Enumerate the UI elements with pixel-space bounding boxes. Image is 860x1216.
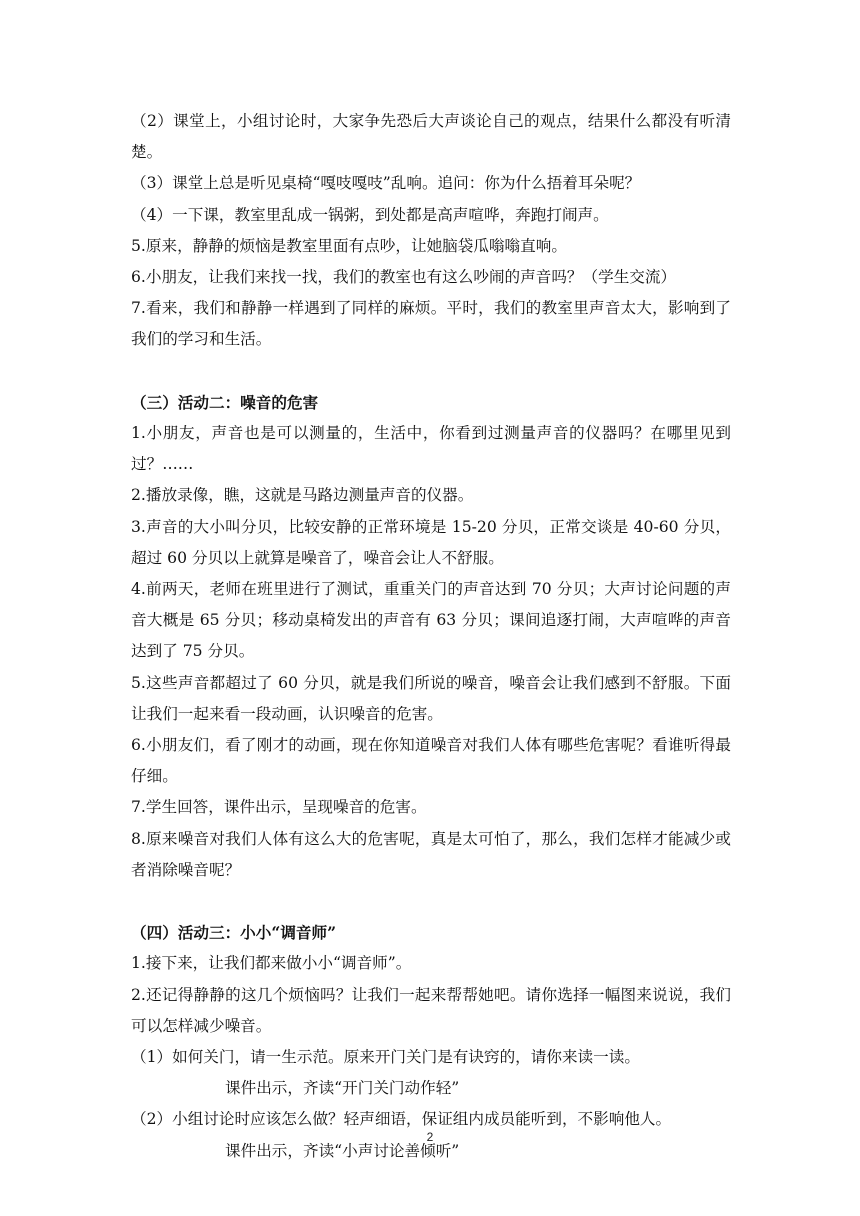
- paragraph: （4）一下课，教室里乱成一锅粥，到处都是高声喧哗，奔跑打闹声。: [131, 205, 609, 224]
- list-item: （1）如何关门，请一生示范。原来开门关门是有诀窍的，请你来读一读。: [131, 1048, 640, 1067]
- list-item-note: 课件出示，齐读“小声讨论善倾听”: [225, 1141, 460, 1160]
- list-item: （2）小组讨论时应该怎么做？轻声细语，保证组内成员能听到，不影响他人。: [131, 1110, 672, 1129]
- list-item: 8.原来噪音对我们人体有这么大的危害呢，真是太可怕了，那么，我们怎样才能减少或者消除噪音呢？: [131, 829, 731, 879]
- list-item: 1.接下来，让我们都来做小小“调音师”。: [131, 954, 412, 973]
- paragraph: （2）课堂上，小组讨论时，大家争先恐后大声谈论自己的观点，结果什么都没有听清楚。: [131, 112, 731, 162]
- list-item: 3.声音的大小叫分贝，比较安静的正常环境是 15-20 分贝，正常交谈是 40-60 分贝，超过 60 分贝以上就算是噪音了，噪音会让人不舒服。: [131, 517, 731, 567]
- list-item: 5.这些声音都超过了 60 分贝，就是我们所说的噪音，噪音会让我们感到不舒服。下面让我们一起来看一段动画，认识噪音的危害。: [131, 673, 731, 723]
- list-item: 2.还记得静静的这几个烦恼吗？让我们一起来帮帮她吧。请你选择一幅图来说说，我们可以怎样减少噪音。: [131, 985, 731, 1035]
- list-item: 2.播放录像，瞧，这就是马路边测量声音的仪器。: [131, 486, 474, 505]
- list-item-note: 课件出示，齐读“开门关门动作轻”: [225, 1079, 460, 1098]
- paragraph: 5.原来，静静的烦恼是教室里面有点吵，让她脑袋瓜嗡嗡直响。: [131, 236, 567, 255]
- list-item: 7.学生回答，课件出示，呈现噪音的危害。: [131, 798, 427, 817]
- list-item: 1.小朋友，声音也是可以测量的，生活中，你看到过测量声音的仪器吗？在哪里见到过？……: [131, 424, 731, 474]
- page-content: [131, 106, 731, 1167]
- paragraph: （3）课堂上总是听见桌椅“嘎吱嘎吱”乱响。追问：你为什么捂着耳朵呢？: [131, 174, 641, 193]
- paragraph: 7.看来，我们和静静一样遇到了同样的麻烦。平时，我们的教室里声音太大，影响到了我们的学习和生活。: [131, 299, 731, 349]
- list-item: 6.小朋友们，看了刚才的动画，现在你知道噪音对我们人体有哪些危害呢？看谁听得最仔细。: [131, 736, 731, 786]
- section-heading-activity-2: （三）活动二：噪音的危害: [131, 392, 319, 412]
- paragraph: 6.小朋友，让我们来找一找，我们的教室也有这么吵闹的声音吗？（学生交流）: [131, 268, 677, 287]
- list-item: 4.前两天，老师在班里进行了测试，重重关门的声音达到 70 分贝；大声讨论问题的声音大概是 65 分贝；移动桌椅发出的声音有 63 分贝；课间追逐打闹，大声喧哗的声音达到了 75 分贝。: [131, 580, 731, 661]
- section-heading-activity-3: （四）活动三：小小“调音师”: [131, 923, 337, 943]
- page-number: 2: [426, 1130, 434, 1144]
